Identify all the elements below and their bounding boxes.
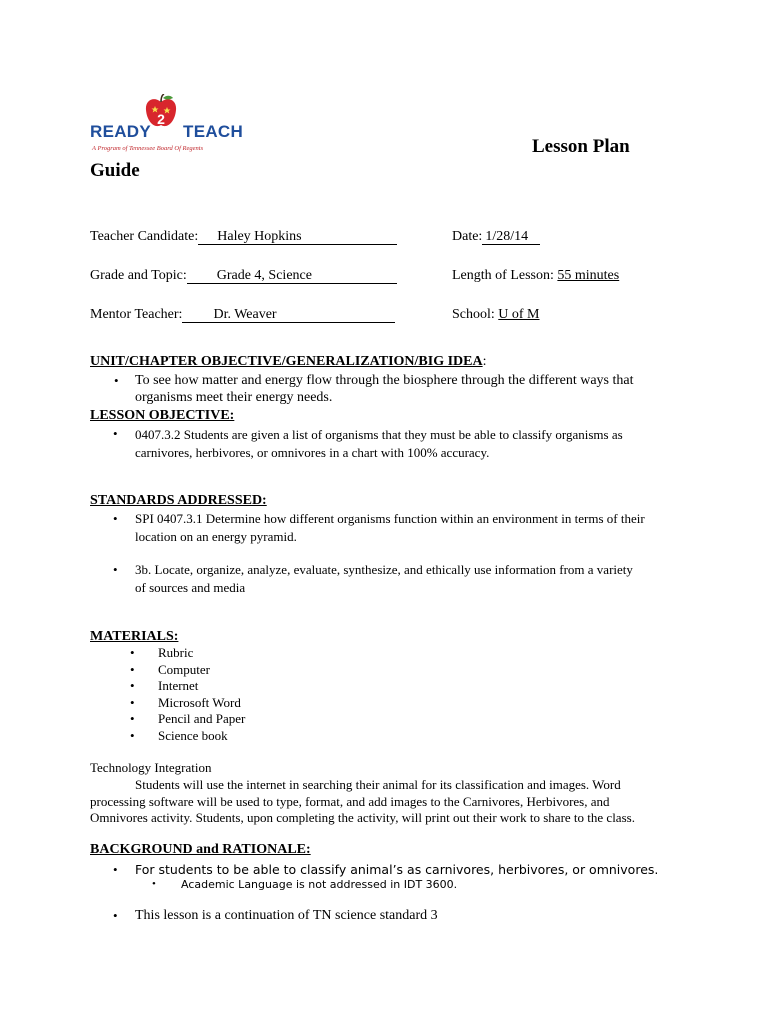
bullet-icon: • (113, 511, 118, 526)
mentor-label: Mentor Teacher: (90, 307, 183, 322)
technology-heading: Technology Integration (90, 760, 212, 775)
background-sub-item: Academic Language is not addressed in IDT 3600. (181, 878, 458, 891)
length-label: Length of Lesson: (452, 268, 554, 283)
unit-heading-colon: : (482, 354, 487, 369)
technology-line3: Omnivores activity. Students, upon completing the activity, will print out their work to share to the class. (90, 810, 635, 825)
lesson-objective-line2: carnivores, herbivores, or omnivores in a chart with 100% accuracy. (135, 445, 490, 460)
standard-1-line2: location on an energy pyramid. (135, 529, 297, 544)
bullet-icon: • (113, 426, 118, 441)
grade-topic-row (90, 268, 397, 284)
materials-heading: MATERIALS: (90, 629, 179, 644)
technology-line1: Students will use the internet in searching their animal for its classification and images. Word (135, 777, 621, 792)
background-heading: BACKGROUND and RATIONALE: (90, 842, 311, 857)
school-row (452, 307, 540, 323)
school-value: U of M (498, 307, 540, 322)
mentor-teacher-row (90, 307, 395, 323)
logo-wordmark (90, 122, 243, 142)
date-row (452, 229, 540, 245)
ready2teach-logo (90, 92, 244, 156)
background-item-1: For students to be able to classify animal’s as carnivores, herbivores, or omnivores. (135, 862, 659, 877)
length-row (452, 268, 619, 284)
logo-word-left: READY (90, 122, 152, 141)
teacher-value: Haley Hopkins (217, 229, 302, 244)
standards-heading: STANDARDS ADDRESSED: (90, 493, 267, 508)
bullet-icon: • (130, 678, 135, 693)
length-value: 55 minutes (557, 268, 620, 283)
logo-tagline: A Program of Tennessee Board Of Regents (92, 145, 204, 152)
lesson-objective-heading: LESSON OBJECTIVE: (90, 408, 235, 423)
teacher-candidate-row (90, 229, 397, 245)
bullet-icon: • (130, 727, 135, 743)
bullet-icon: • (113, 862, 118, 877)
bullet-icon: • (130, 694, 135, 710)
page-title-guide: Guide (90, 160, 140, 181)
grade-value: Grade 4, Science (216, 268, 312, 283)
page-title-lesson-plan: Lesson Plan (532, 136, 630, 157)
bullet-icon: • (130, 711, 135, 726)
bullet-icon: • (152, 878, 156, 890)
unit-objective-line2: organisms meet their energy needs. (135, 390, 333, 405)
background-item-2: This lesson is a continuation of TN science standard 3 (135, 908, 438, 923)
mentor-value: Dr. Weaver (213, 307, 277, 322)
standard-2-line2: of sources and media (135, 580, 246, 595)
standard-1-line1: SPI 0407.3.1 Determine how different organisms function within an environment in terms of their (135, 511, 645, 526)
bullet-icon: • (130, 661, 135, 677)
unit-heading-text: UNIT/CHAPTER OBJECTIVE/GENERALIZATION/BIG IDEA (90, 354, 483, 369)
unit-objective-line1: To see how matter and energy flow through the biosphere through the different ways that (135, 373, 634, 388)
bullet-icon: • (130, 645, 135, 660)
technology-line2: processing software will be used to type, format, and add images to the Carnivores, Herbivores, and (90, 794, 610, 809)
bullet-icon: • (113, 908, 118, 923)
standard-2-line1: 3b. Locate, organize, analyze, evaluate, synthesize, and ethically use information from a variety (135, 562, 633, 577)
logo-number: 2 (157, 111, 165, 127)
bullet-icon: • (114, 373, 119, 388)
grade-field (187, 268, 397, 284)
date-value: 1/28/14 (485, 229, 529, 244)
date-field (482, 229, 540, 245)
school-label: School: (452, 307, 495, 322)
date-label: Date: (452, 229, 483, 244)
unit-objective-heading (90, 354, 487, 370)
teacher-label: Teacher Candidate: (90, 229, 199, 244)
logo-word-right: TEACH (183, 122, 244, 141)
grade-label: Grade and Topic: (90, 268, 187, 283)
lesson-objective-line1: 0407.3.2 Students are given a list of organisms that they must be able to classify organisms as (135, 427, 623, 442)
teacher-field (198, 229, 397, 245)
mentor-field (182, 307, 395, 323)
bullet-icon: • (113, 562, 118, 577)
